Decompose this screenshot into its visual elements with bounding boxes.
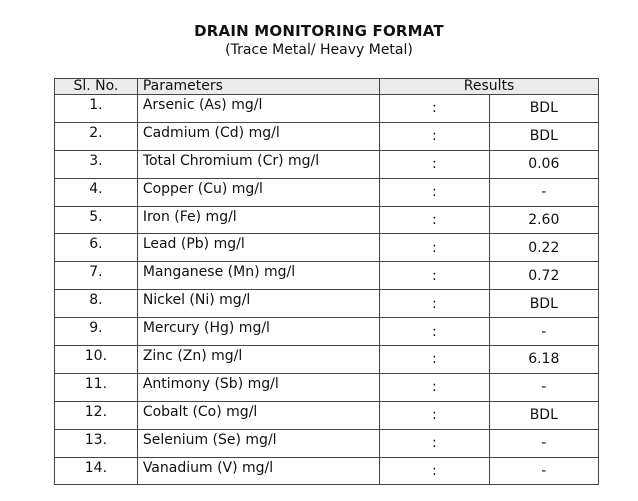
cell-result: BDL	[489, 95, 598, 123]
cell-parameter: Mercury (Hg) mg/l	[137, 318, 379, 346]
table-row	[55, 346, 599, 374]
table-row	[55, 178, 599, 206]
cell-result: -	[489, 373, 598, 401]
cell-result: -	[489, 429, 598, 457]
cell-sl-no: 12.	[55, 401, 138, 429]
table-row	[55, 122, 599, 150]
cell-parameter: Cobalt (Co) mg/l	[137, 401, 379, 429]
cell-result: 0.06	[489, 150, 598, 178]
cell-separator: :	[380, 95, 489, 123]
table-row	[55, 429, 599, 457]
cell-separator: :	[380, 401, 489, 429]
cell-separator: :	[380, 346, 489, 374]
cell-sl-no: 13.	[55, 429, 138, 457]
cell-result: 6.18	[489, 346, 598, 374]
cell-separator: :	[380, 178, 489, 206]
cell-result: -	[489, 457, 598, 485]
table-row	[55, 262, 599, 290]
cell-separator: :	[380, 429, 489, 457]
cell-separator: :	[380, 457, 489, 485]
table-row	[55, 290, 599, 318]
cell-separator: :	[380, 318, 489, 346]
table-body	[55, 95, 599, 485]
cell-parameter: Selenium (Se) mg/l	[137, 429, 379, 457]
cell-sl-no: 3.	[55, 150, 138, 178]
cell-parameter: Lead (Pb) mg/l	[137, 234, 379, 262]
header-sl-no: Sl. No.	[55, 79, 138, 95]
cell-result: 0.72	[489, 262, 598, 290]
document-title: DRAIN MONITORING FORMAT	[194, 22, 444, 40]
table-row	[55, 206, 599, 234]
header-parameters: Parameters	[137, 79, 379, 95]
header-results: Results	[380, 79, 599, 95]
cell-sl-no: 9.	[55, 318, 138, 346]
cell-result: -	[489, 318, 598, 346]
table-row	[55, 95, 599, 123]
document-subtitle: (Trace Metal/ Heavy Metal)	[225, 42, 413, 58]
cell-sl-no: 7.	[55, 262, 138, 290]
cell-sl-no: 2.	[55, 122, 138, 150]
cell-parameter: Cadmium (Cd) mg/l	[137, 122, 379, 150]
cell-sl-no: 1.	[55, 95, 138, 123]
cell-sl-no: 14.	[55, 457, 138, 485]
cell-separator: :	[380, 262, 489, 290]
cell-parameter: Iron (Fe) mg/l	[137, 206, 379, 234]
cell-separator: :	[380, 290, 489, 318]
cell-separator: :	[380, 150, 489, 178]
cell-parameter: Zinc (Zn) mg/l	[137, 346, 379, 374]
table-row	[55, 373, 599, 401]
table-row	[55, 150, 599, 178]
cell-parameter: Arsenic (As) mg/l	[137, 95, 379, 123]
cell-parameter: Antimony (Sb) mg/l	[137, 373, 379, 401]
table-row	[55, 318, 599, 346]
cell-separator: :	[380, 234, 489, 262]
cell-result: 2.60	[489, 206, 598, 234]
cell-parameter: Manganese (Mn) mg/l	[137, 262, 379, 290]
cell-separator: :	[380, 373, 489, 401]
cell-separator: :	[380, 122, 489, 150]
results-table	[54, 78, 599, 485]
cell-result: 0.22	[489, 234, 598, 262]
cell-parameter: Vanadium (V) mg/l	[137, 457, 379, 485]
table-row	[55, 401, 599, 429]
cell-sl-no: 5.	[55, 206, 138, 234]
cell-parameter: Nickel (Ni) mg/l	[137, 290, 379, 318]
cell-separator: :	[380, 206, 489, 234]
cell-result: -	[489, 178, 598, 206]
cell-parameter: Copper (Cu) mg/l	[137, 178, 379, 206]
cell-parameter: Total Chromium (Cr) mg/l	[137, 150, 379, 178]
cell-sl-no: 4.	[55, 178, 138, 206]
cell-sl-no: 10.	[55, 346, 138, 374]
cell-sl-no: 6.	[55, 234, 138, 262]
table-row	[55, 457, 599, 485]
table-header-row	[55, 79, 599, 95]
cell-sl-no: 8.	[55, 290, 138, 318]
cell-result: BDL	[489, 290, 598, 318]
table-row	[55, 234, 599, 262]
cell-result: BDL	[489, 401, 598, 429]
cell-result: BDL	[489, 122, 598, 150]
cell-sl-no: 11.	[55, 373, 138, 401]
